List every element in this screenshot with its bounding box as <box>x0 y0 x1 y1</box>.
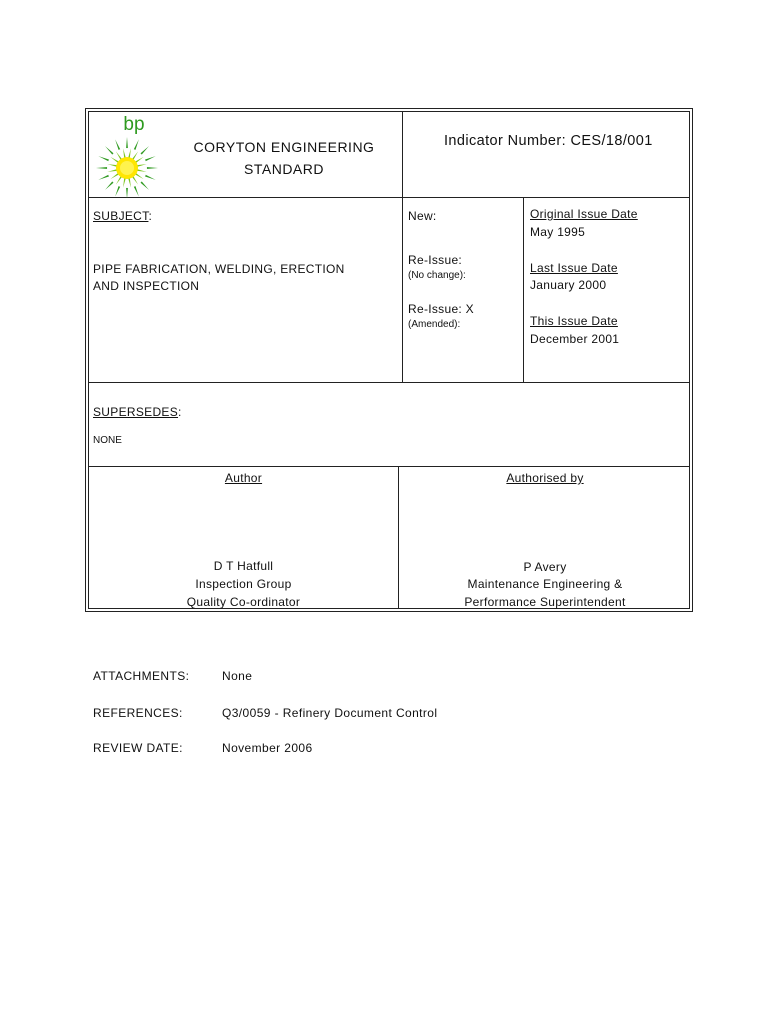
divider <box>89 382 689 383</box>
supersedes-label-text: SUPERSEDES <box>93 405 179 419</box>
last-issue-date-label: Last Issue Date <box>530 261 618 275</box>
supersedes-label <box>93 405 182 419</box>
review-date-value: November 2006 <box>222 741 313 755</box>
subject-label <box>93 209 152 223</box>
authoriser-name: P Avery <box>523 560 567 574</box>
divider <box>89 197 689 198</box>
reissue-x-note: (Amended): <box>408 319 461 330</box>
reissue-note: (No change): <box>408 270 466 281</box>
subject-colon: : <box>148 209 153 223</box>
authoriser-line: Performance Superintendent <box>464 595 626 609</box>
authoriser-line: Maintenance Engineering & <box>467 577 623 591</box>
helios-sun-icon <box>96 137 158 198</box>
references-value: Q3/0059 - Refinery Document Control <box>222 706 438 720</box>
supersedes-colon: : <box>178 405 182 419</box>
attachments-label: ATTACHMENTS: <box>93 669 190 683</box>
author-group: Inspection Group <box>195 577 292 591</box>
this-issue-date-label: This Issue Date <box>530 314 618 328</box>
divider <box>523 197 524 383</box>
original-issue-date-label: Original Issue Date <box>530 207 638 221</box>
author-name: D T Hatfull <box>213 559 274 573</box>
original-issue-date-value: May 1995 <box>530 225 586 239</box>
references-label: REFERENCES: <box>93 706 183 720</box>
bp-logo-text: bp <box>123 114 145 135</box>
authorised-by-label: Authorised by <box>506 471 584 485</box>
reissue-x-label: Re-Issue: X <box>408 302 474 316</box>
subject-line: AND INSPECTION <box>93 279 200 293</box>
attachments-value: None <box>222 669 253 683</box>
title-line: STANDARD <box>244 161 324 177</box>
author-role: Quality Co-ordinator <box>186 595 301 609</box>
indicator-number: Indicator Number: CES/18/001 <box>444 133 653 149</box>
subject-label-text: SUBJECT <box>93 209 149 223</box>
title-line: CORYTON ENGINEERING <box>193 139 375 155</box>
header-table <box>88 111 690 609</box>
document-frame <box>85 108 693 612</box>
divider <box>89 466 689 467</box>
last-issue-date-value: January 2000 <box>530 278 607 292</box>
bp-logo <box>93 112 161 198</box>
divider <box>402 112 403 383</box>
new-label: New: <box>408 209 437 223</box>
reissue-label: Re-Issue: <box>408 253 463 267</box>
this-issue-date-value: December 2001 <box>530 332 620 346</box>
subject-line: PIPE FABRICATION, WELDING, ERECTION <box>93 262 345 276</box>
review-date-label: REVIEW DATE: <box>93 741 183 755</box>
supersedes-value: NONE <box>93 435 122 446</box>
standard-title <box>169 136 399 180</box>
author-label: Author <box>224 471 263 485</box>
